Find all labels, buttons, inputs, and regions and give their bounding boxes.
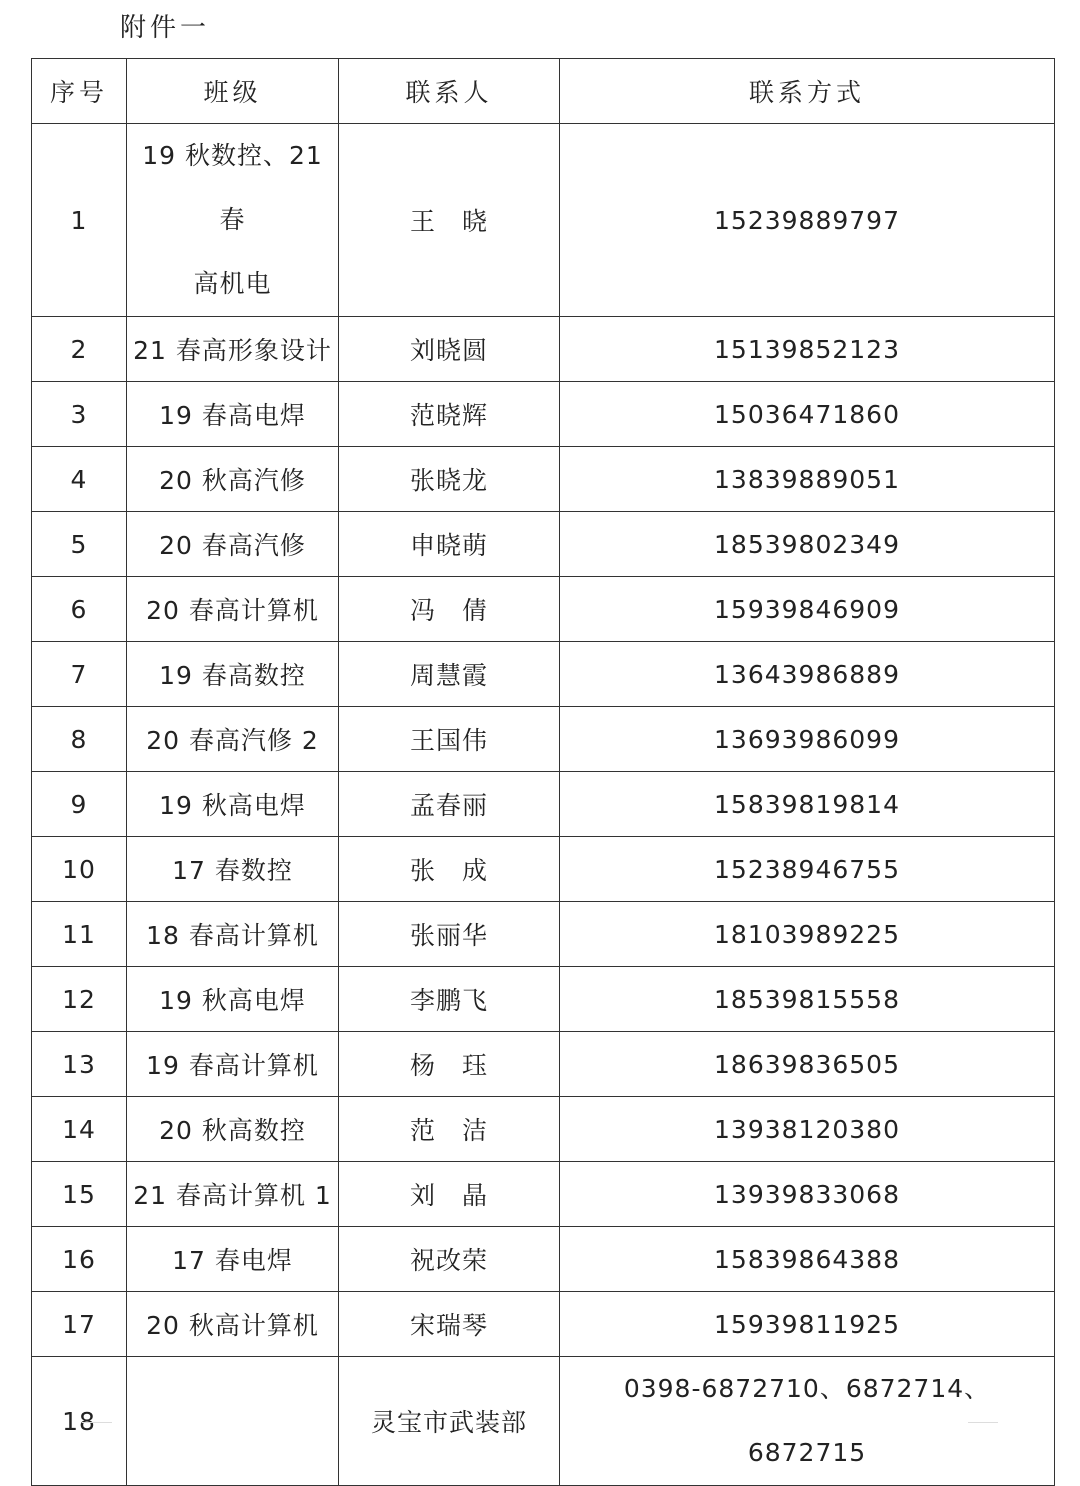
table-row [32,512,1055,577]
cell-contact: 张晓龙 [339,447,560,512]
cell-contact: 杨 珏 [339,1032,560,1097]
cell-phone: 13643986889 [560,642,1055,707]
table-row [32,837,1055,902]
table-row [32,382,1055,447]
cell-contact: 孟春丽 [339,772,560,837]
table-row [32,1162,1055,1227]
cell-class: 20 秋高汽修 [127,447,339,512]
cell-contact: 范晓辉 [339,382,560,447]
cell-no: 5 [32,512,127,577]
cell-no: 13 [32,1032,127,1097]
cell-contact: 王国伟 [339,707,560,772]
cell-no: 10 [32,837,127,902]
cell-no: 1 [32,124,127,317]
table-row [32,772,1055,837]
cell-no: 8 [32,707,127,772]
cell-class: 17 春数控 [127,837,339,902]
table-row [32,967,1055,1032]
table-row [32,1097,1055,1162]
page-corner-mark [82,1422,112,1441]
contact-table [31,58,1055,1486]
cell-no: 9 [32,772,127,837]
cell-class: 20 春高汽修 2 [127,707,339,772]
table-row [32,707,1055,772]
cell-contact: 李鹏飞 [339,967,560,1032]
cell-no: 3 [32,382,127,447]
cell-phone: 15239889797 [560,124,1055,317]
cell-phone-line: 6872715 [747,1438,867,1467]
cell-class: 21 春高计算机 1 [127,1162,339,1227]
cell-no: 15 [32,1162,127,1227]
cell-contact: 申晓萌 [339,512,560,577]
cell-class: 19 春高数控 [127,642,339,707]
cell-phone: 13938120380 [560,1097,1055,1162]
cell-class: 20 春高汽修 [127,512,339,577]
cell-class: 19 秋高电焊 [127,967,339,1032]
cell-phone: 15839864388 [560,1227,1055,1292]
cell-class-line: 高机电 [193,269,272,298]
cell-no: 7 [32,642,127,707]
cell-class: 18 春高计算机 [127,902,339,967]
cell-phone: 13939833068 [560,1162,1055,1227]
table-row [32,447,1055,512]
table-header-row [32,59,1055,124]
cell-contact: 周慧霞 [339,642,560,707]
cell-class: 20 春高计算机 [127,577,339,642]
table-row [32,124,1055,317]
cell-contact: 灵宝市武装部 [339,1357,560,1486]
cell-phone: 15139852123 [560,317,1055,382]
table-row [32,1227,1055,1292]
cell-phone: 18103989225 [560,902,1055,967]
table-row [32,642,1055,707]
table-row [32,577,1055,642]
cell-class: 21 春高形象设计 [127,317,339,382]
cell-phone: 18539815558 [560,967,1055,1032]
cell-no: 14 [32,1097,127,1162]
cell-contact: 冯 倩 [339,577,560,642]
cell-contact: 刘晓圆 [339,317,560,382]
cell-contact: 王 晓 [339,124,560,317]
cell-no: 17 [32,1292,127,1357]
header-no: 序号 [32,59,127,124]
table-row [32,1292,1055,1357]
cell-phone: 15036471860 [560,382,1055,447]
cell-phone-line: 0398-6872710、6872714、 [623,1374,991,1403]
attachment-title: 附件一 [120,13,211,43]
cell-phone: 15939811925 [560,1292,1055,1357]
cell-contact: 刘 晶 [339,1162,560,1227]
cell-class: 20 秋高计算机 [127,1292,339,1357]
cell-contact: 祝改荣 [339,1227,560,1292]
cell-contact: 宋瑞琴 [339,1292,560,1357]
cell-phone: 15238946755 [560,837,1055,902]
cell-phone [560,1357,1055,1486]
table-row [32,902,1055,967]
cell-contact: 张丽华 [339,902,560,967]
cell-class: 17 春电焊 [127,1227,339,1292]
cell-no: 6 [32,577,127,642]
cell-class: 19 春高计算机 [127,1032,339,1097]
cell-phone: 18539802349 [560,512,1055,577]
cell-contact: 张 成 [339,837,560,902]
header-class: 班级 [127,59,339,124]
cell-phone: 13693986099 [560,707,1055,772]
cell-no: 11 [32,902,127,967]
cell-contact: 范 洁 [339,1097,560,1162]
cell-no: 16 [32,1227,127,1292]
cell-class: 19 春高电焊 [127,382,339,447]
cell-phone: 15939846909 [560,577,1055,642]
cell-class [127,124,339,317]
header-contact: 联系人 [339,59,560,124]
cell-class [127,1357,339,1486]
cell-no: 4 [32,447,127,512]
table-row [32,317,1055,382]
cell-phone: 18639836505 [560,1032,1055,1097]
page-corner-mark [968,1422,998,1441]
cell-no: 2 [32,317,127,382]
table-row [32,1357,1055,1486]
table-row [32,1032,1055,1097]
cell-no: 12 [32,967,127,1032]
header-phone: 联系方式 [560,59,1055,124]
cell-class: 20 秋高数控 [127,1097,339,1162]
cell-no: 18 [32,1357,127,1486]
cell-phone: 13839889051 [560,447,1055,512]
cell-phone: 15839819814 [560,772,1055,837]
cell-class: 19 秋高电焊 [127,772,339,837]
cell-class-line: 19 秋数控、21 春 [142,141,323,234]
